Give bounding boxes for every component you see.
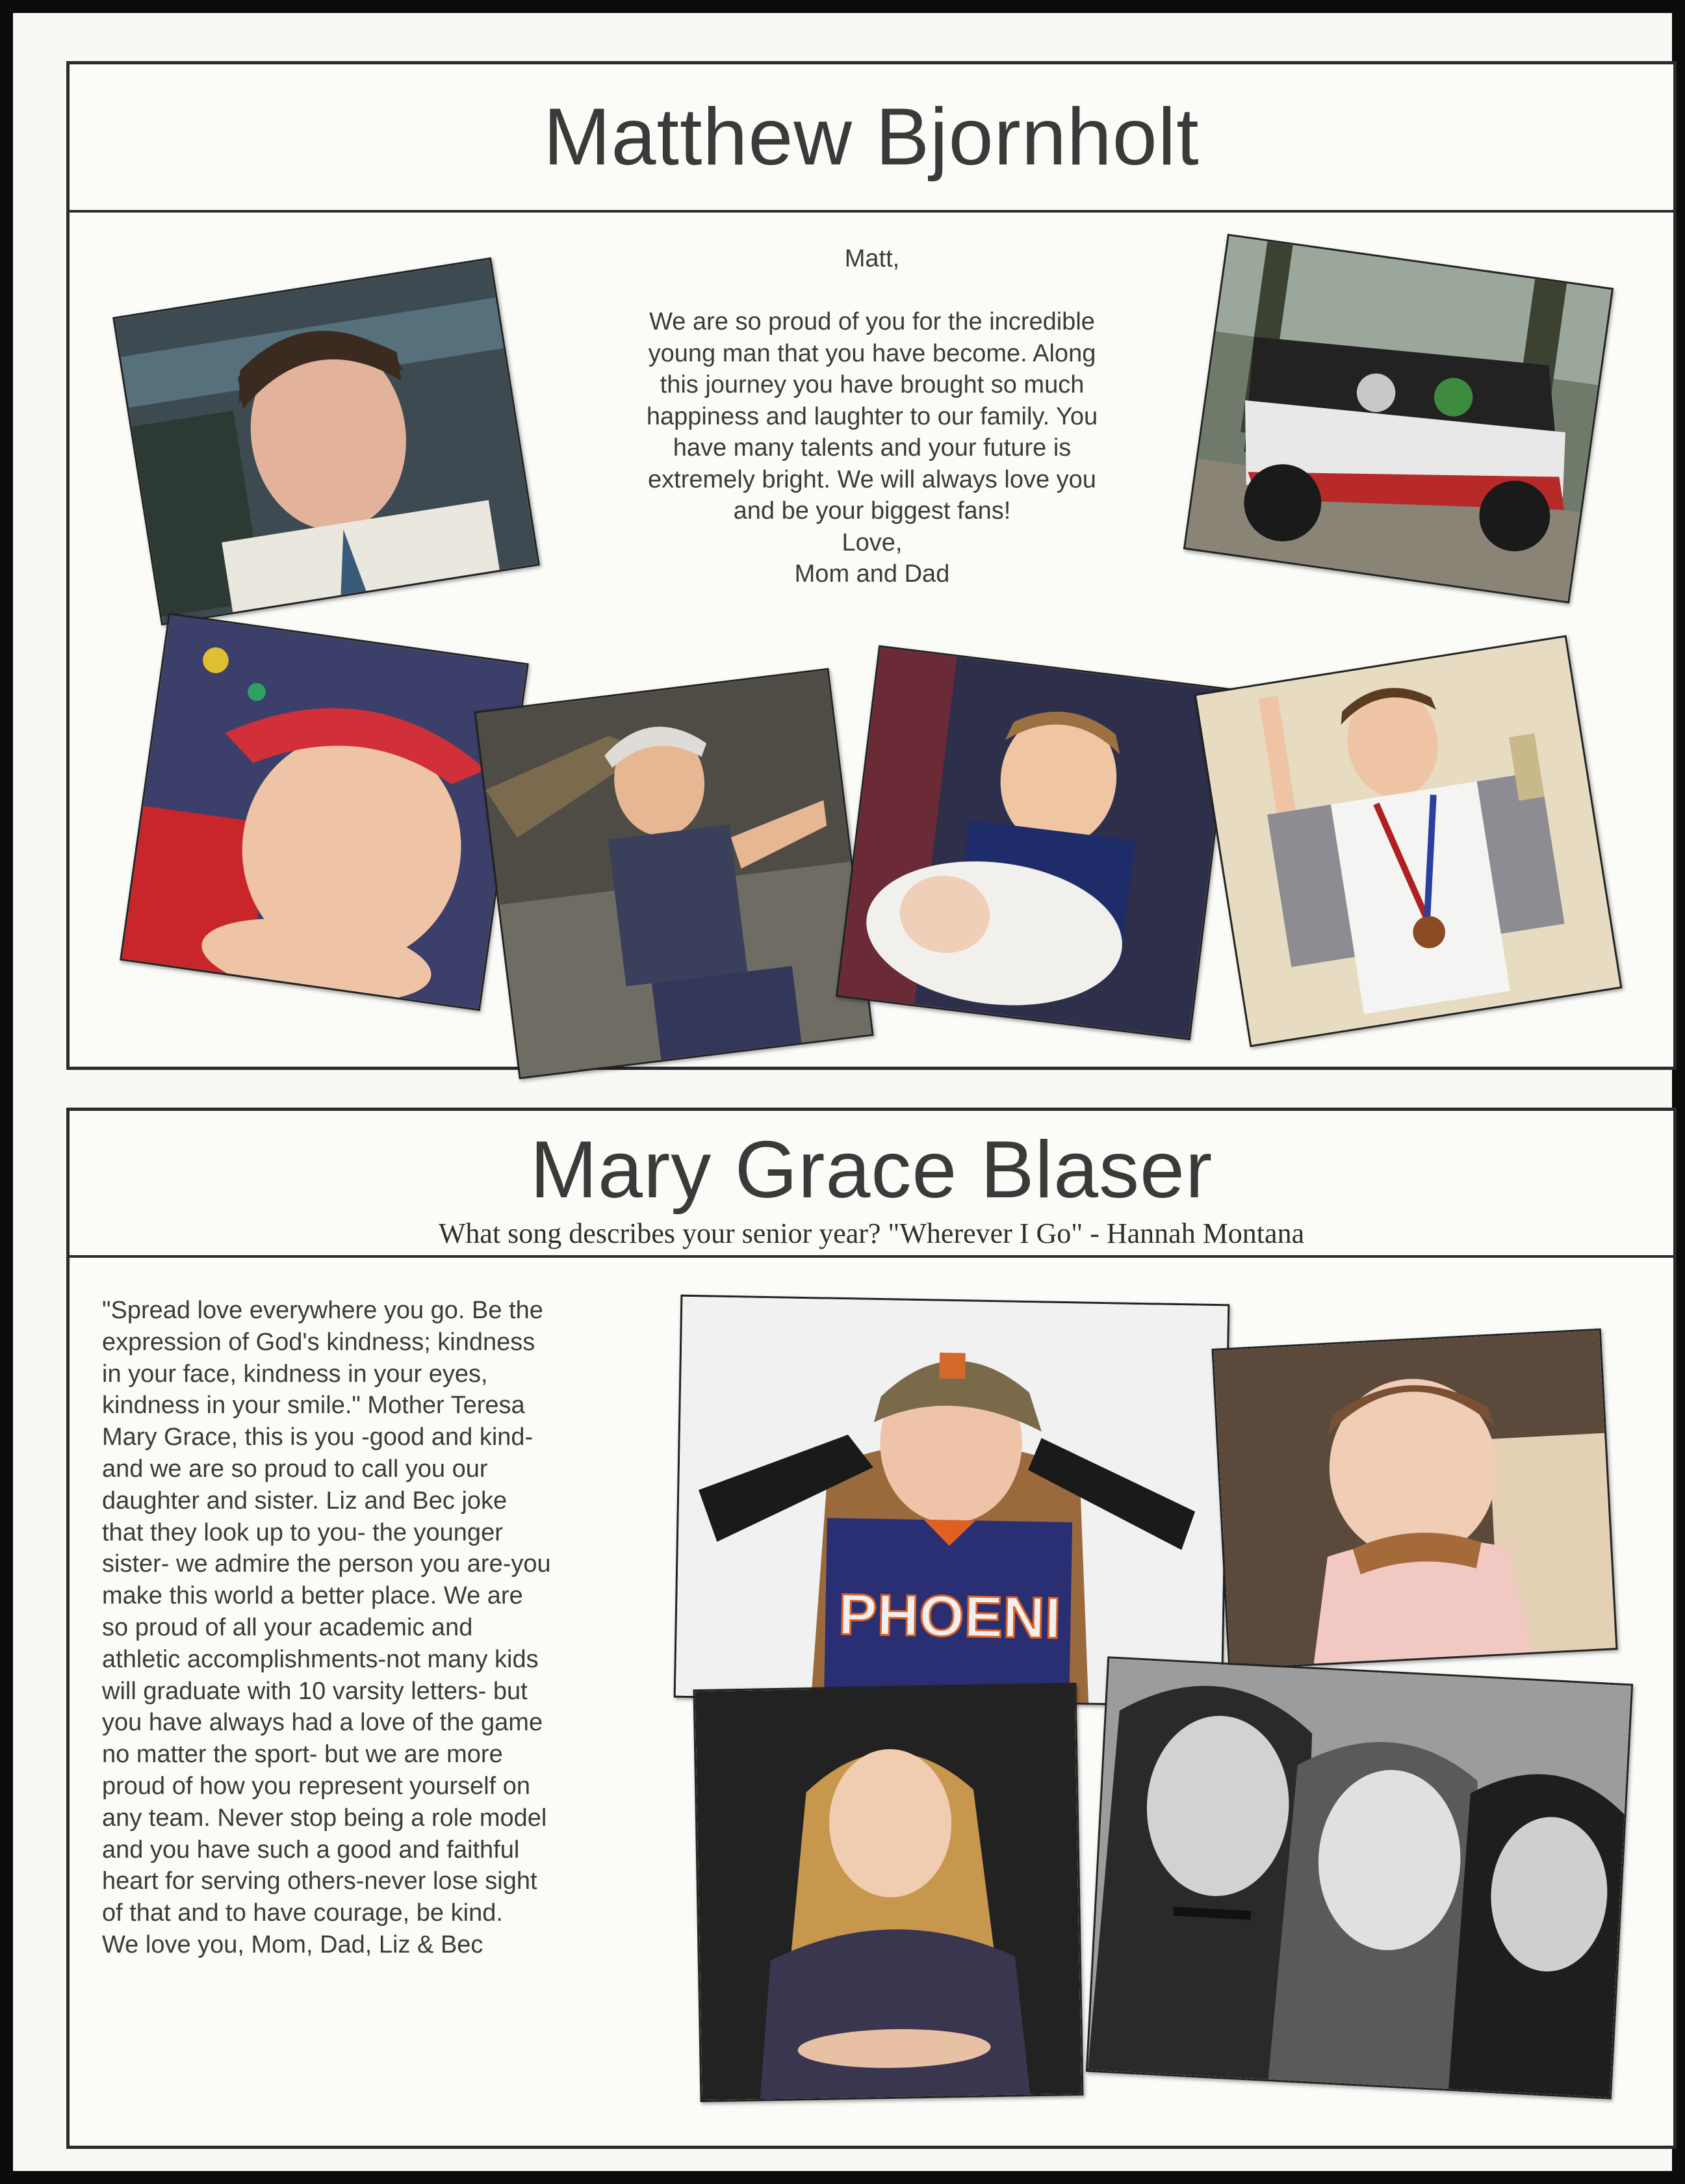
photo-offroad-vehicle [1183,234,1614,604]
photo-boy-with-newborn [836,645,1233,1041]
photo-smiling-baby [1211,1329,1617,1670]
yearbook-page [13,13,1672,2171]
parent-letter: "Spread love everywhere you go. Be the expression of God's kindness; kindness in your face, kindness in your eyes, kindness in your smile." Mother Teresa Mary Grace, this is you -good and kind- and we are so proud to call you our daughter and sister. Liz and Bec joke that they look up to you- the younger sister- we admire the person you are-you make this world a better place. We are so proud of all your academic and athletic accomplishments-not many kids will graduate with 10 varsity letters- but you have always had a love of the game no matter the sport- but we are more proud of how you represent yourself on any team. Never stop being a role model and you have such a good and faithful heart for serving others-never lose sight of that and to have courage, be kind. We love you, Mom, Dad, Liz & Bec [102,1297,551,1958]
photo-child-in-stream [474,668,873,1080]
jersey-text: PHOENI [838,1581,1062,1650]
senior-panel-matthew [66,61,1677,1070]
photo-boy-with-medal [1194,635,1623,1047]
panel-header [70,64,1673,213]
parent-letter: Matt, We are so proud of you for the incredible young man that you have become. Along this journey you have brought so much happiness and laughter to our family. You have many talents and your future is extremely bright. We will always love you and be your biggest fans! Love, Mom and Dad [646,245,1098,588]
senior-name: Matthew Bjornholt [543,92,1200,182]
photo-teen-portrait [112,257,540,625]
panel-header [70,1111,1673,1258]
senior-song-quote: What song describes your senior year? "Wherever I Go" - Hannah Montana [438,1217,1305,1249]
senior-panel-mary-grace [66,1108,1677,2149]
photo-sisters-selfie [1086,1656,1633,2100]
senior-name: Mary Grace Blaser [530,1125,1213,1215]
photo-cap-and-jersey [674,1295,1230,1708]
photo-baby-red-hat [120,613,529,1011]
photo-senior-portrait [693,1683,1084,2102]
